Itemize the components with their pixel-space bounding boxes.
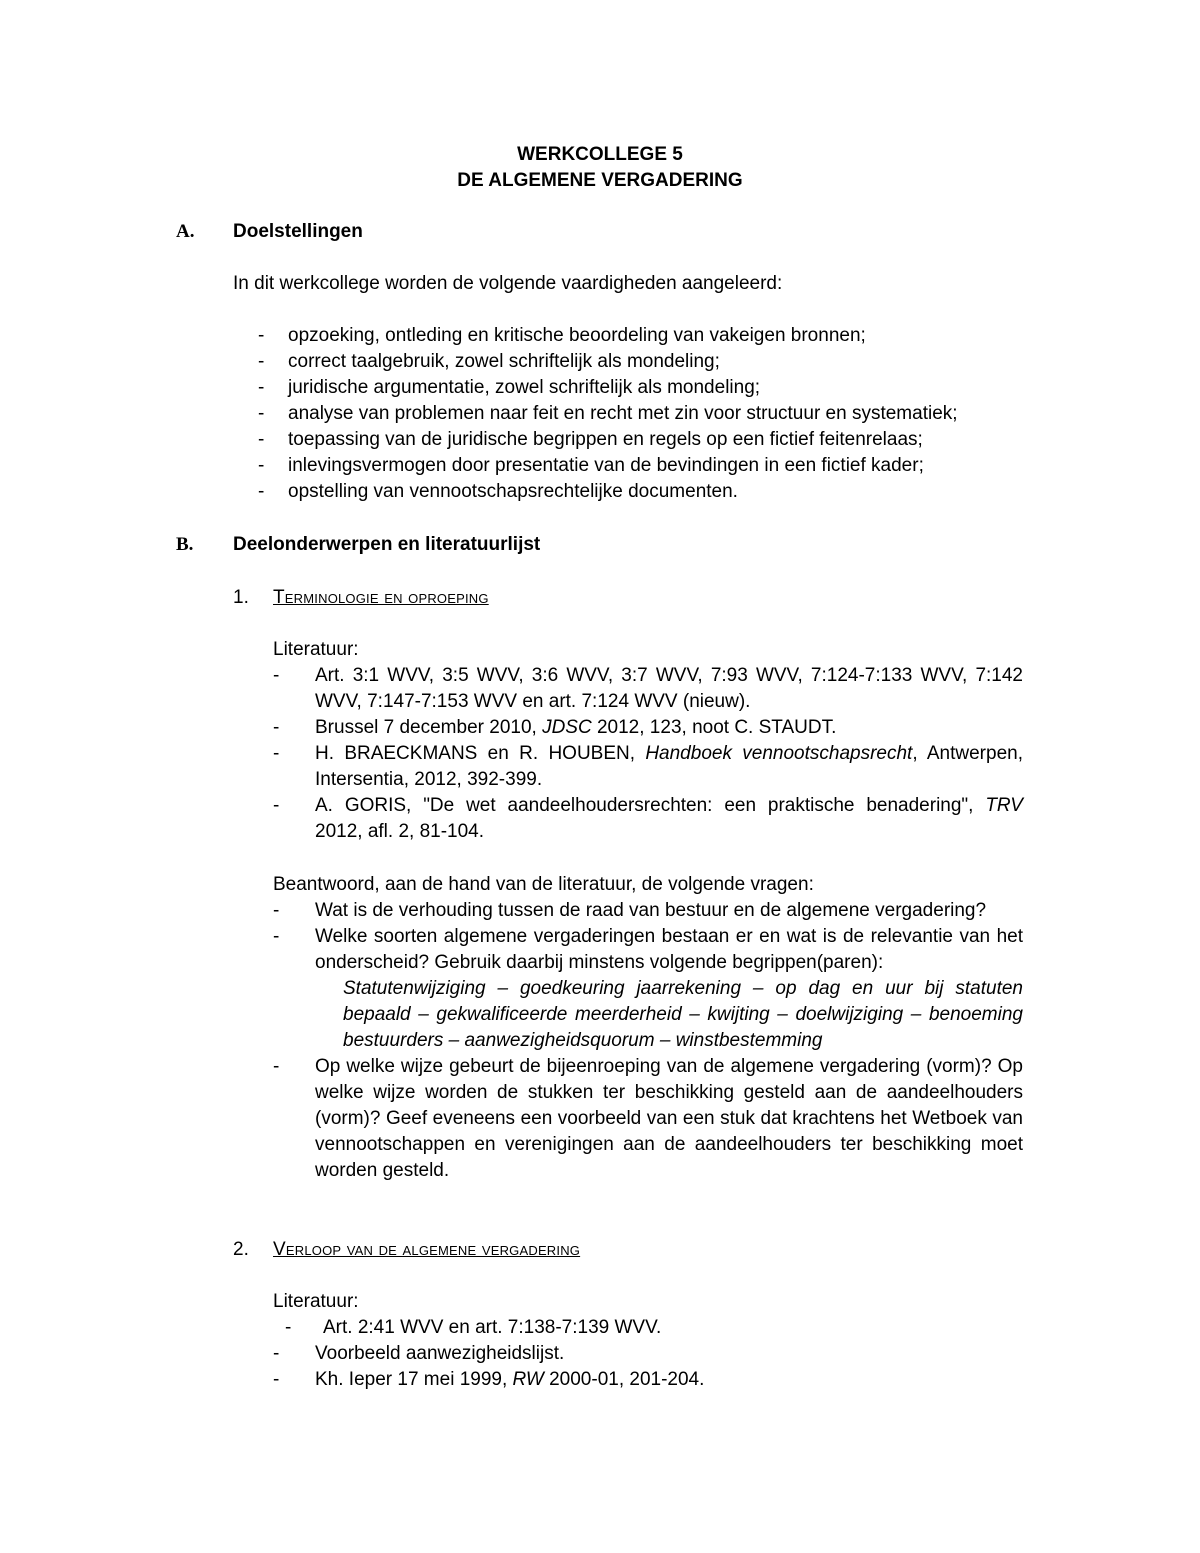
section-a-letter: A. [176, 221, 195, 242]
subsection-1-heading: Terminologie en oproeping [273, 587, 489, 608]
literature-label: Literatuur: [273, 639, 359, 660]
section-b-letter: B. [176, 534, 194, 555]
list-item: - toepassing van de juridische begrippen en regels op een fictief feitenrelaas; [258, 429, 923, 450]
list-item: - opzoeking, ontleding en kritische beoordeling van vakeigen bronnen; [258, 325, 866, 346]
questions-intro: Beantwoord, aan de hand van de literatuur, de volgende vragen: [273, 874, 814, 895]
question-item: - Welke soorten algemene vergaderingen bestaan er en wat is de relevantie van het onderscheid? Gebruik daarbij minstens volgende begrippen(paren): Statutenwijziging – goedkeuring jaarrekening – op dag en uur bij statuten bepaald – gekwalificeerde meerderheid – kwijting – doelwijziging – benoeming bestuurders – aanwezigheidsquorum – winstbestemming [273, 924, 1023, 1054]
literature-item: - Brussel 7 december 2010, JDSC 2012, 123, noot C. STAUDT. [273, 717, 837, 738]
literature-list-1 [273, 663, 1023, 845]
literature-item: - A. GORIS, "De wet aandeelhoudersrechten: een praktische benadering", TRV 2012, afl. 2, 81-104. [273, 795, 1023, 842]
list-item: - juridische argumentatie, zowel schriftelijk als mondeling; [258, 377, 761, 398]
literature-label: Literatuur: [273, 1291, 359, 1312]
subsection-2-number: 2. [233, 1239, 249, 1260]
subsection-1-number: 1. [233, 587, 249, 608]
question-terms: Statutenwijziging – goedkeuring jaarrekening – op dag en uur bij statuten bepaald – gekwalificeerde meerderheid – kwijting – doelwijziging – benoeming bestuurders – aanwezigheidsquorum – winstbestemming [343, 978, 1023, 1051]
document-subtitle: DE ALGEMENE VERGADERING [457, 170, 743, 191]
section-b-heading: Deelonderwerpen en literatuurlijst [233, 534, 541, 555]
list-item: - correct taalgebruik, zowel schriftelijk als mondeling; [258, 351, 720, 372]
literature-item: - Kh. Ieper 17 mei 1999, RW 2000-01, 201-204. [273, 1369, 705, 1390]
list-item: - opstelling van vennootschapsrechtelijke documenten. [258, 481, 738, 502]
literature-item: - Art. 2:41 WVV en art. 7:138-7:139 WVV. [285, 1317, 662, 1338]
literature-item: - Art. 3:1 WVV, 3:5 WVV, 3:6 WVV, 3:7 WVV, 7:93 WVV, 7:124-7:133 WVV, 7:142 WVV, 7:147-7:153 WVV en art. 7:124 WVV (nieuw). [273, 665, 1023, 712]
subsection-2-heading: Verloop van de algemene vergadering [273, 1239, 581, 1260]
list-item: - inlevingsvermogen door presentatie van de bevindingen in een fictief kader; [258, 455, 924, 476]
section-a-intro: In dit werkcollege worden de volgende vaardigheden aangeleerd: [233, 273, 783, 294]
literature-item: - Voorbeeld aanwezigheidslijst. [273, 1343, 565, 1364]
literature-item: - H. BRAECKMANS en R. HOUBEN, Handboek vennootschapsrecht, Antwerpen, Intersentia, 2012, 392-399. [273, 743, 1023, 790]
question-item: - Wat is de verhouding tussen de raad van bestuur en de algemene vergadering? [273, 900, 987, 921]
list-item: - analyse van problemen naar feit en recht met zin voor structuur en systematiek; [258, 403, 958, 424]
questions-list [273, 898, 1023, 1184]
question-item: - Op welke wijze gebeurt de bijeenroeping van de algemene vergadering (vorm)? Op welke wijze worden de stukken ter beschikking gesteld aan de aandeelhouders (vorm)? Geef eveneens een voorbeeld van een stuk dat krachtens het Wetboek van vennootschappen en verenigingen aan de aandeelhouders ter beschikking moet worden gesteld. [273, 1056, 1023, 1181]
skills-list [258, 323, 958, 505]
document-title: WERKCOLLEGE 5 [517, 144, 683, 165]
section-a-heading: Doelstellingen [233, 221, 363, 242]
literature-list-2 [273, 1315, 1023, 1393]
